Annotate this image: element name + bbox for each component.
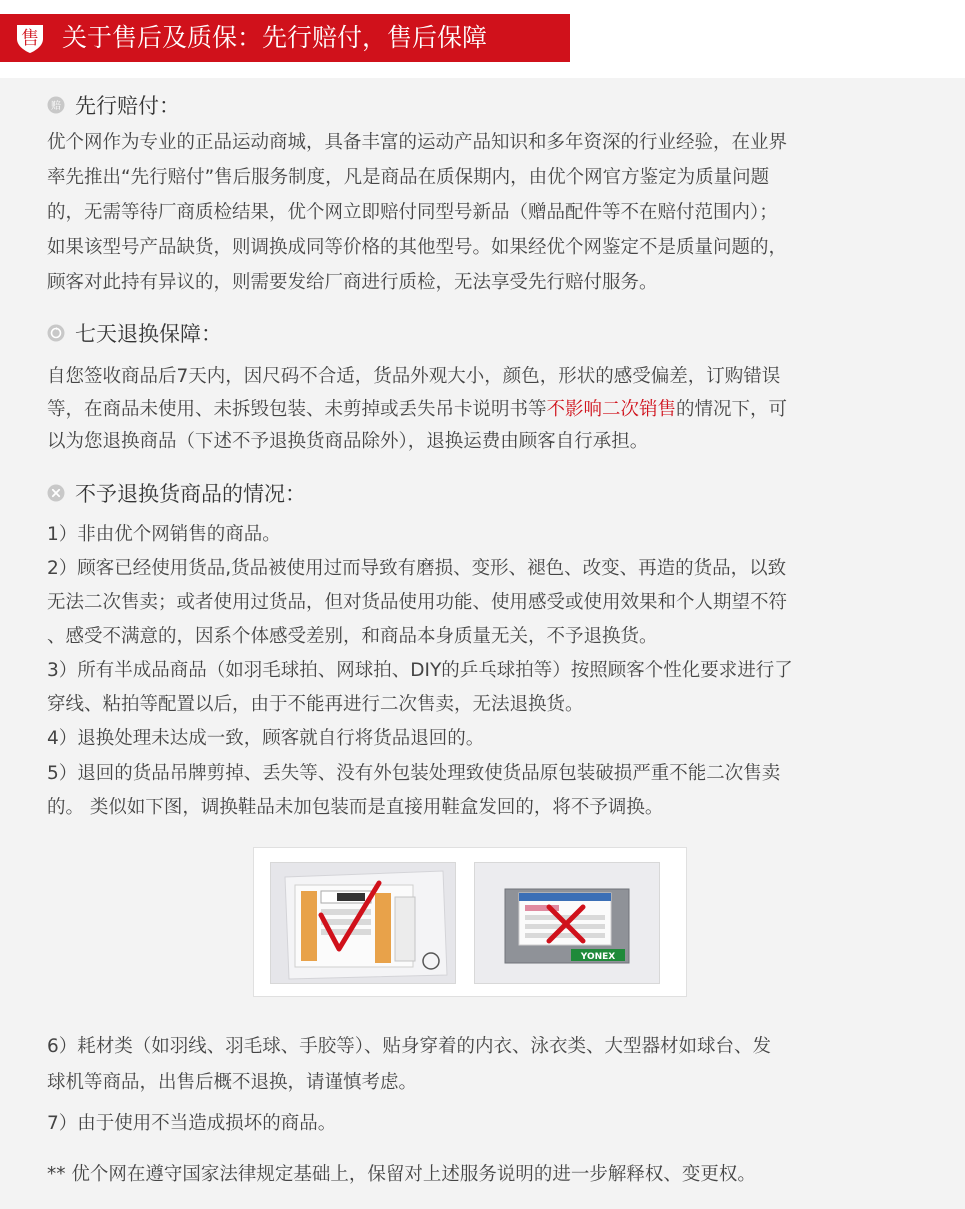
paragraph-line: 顾客对此持有异议的，则需要发给厂商进行质检，无法享受先行赔付服务。 [47,272,658,293]
photo-correct-packaging [270,862,456,984]
section-heading-text: 七天退换保障： [75,322,222,346]
section-heading-non-returnable [47,478,306,508]
list-item: 无法二次售卖；或者使用过货品，但对货品使用功能、使用感受或使用效果和个人期望不符 [47,592,788,613]
banner-bar [0,14,570,62]
paragraph-line: 优个网作为专业的正品运动商城，具备丰富的运动产品知识和多年资深的行业经验，在业界 [47,132,788,153]
text-segment: 的情况下，可 [676,399,788,420]
photo-wrong-packaging [474,862,660,984]
paragraph-line: 以为您退换商品（下述不予退换货商品除外），退换运费由顾客自行承担。 [47,431,649,452]
badge-char: 售 [21,28,39,49]
list-item: 6）耗材类（如羽线、羽毛球、手胶等）、贴身穿着的内衣、泳衣类、大型器材如球台、发 [47,1036,772,1057]
example-photos [253,847,687,997]
brand-text: YONEX [580,952,616,962]
refresh-icon [47,324,65,342]
compensation-icon [47,96,65,114]
section-heading-compensation [47,90,180,120]
header-banner [0,0,965,78]
section-heading-text: 先行赔付： [75,94,180,118]
list-item: 1）非由优个网销售的商品。 [47,524,281,545]
paragraph-line: 如果该型号产品缺货，则调换成同等价格的其他型号。如果经优个网鉴定不是质量问题的， [47,237,788,258]
paragraph-line: 的，无需等待厂商质检结果，优个网立即赔付同型号新品（赠品配件等不在赔付范围内）； [47,202,778,223]
list-item: 、感受不满意的，因系个体感受差别，和商品本身质量无关，不予退换货。 [47,626,658,647]
list-item: 球机等商品，出售后概不退换，请谨慎考虑。 [47,1072,418,1093]
section-heading-seven-day [47,318,222,348]
list-item: 2）顾客已经使用货品,货品被使用过而导致有磨损、变形、褪色、改变、再造的货品，以致 [47,558,787,579]
list-item: 5）退回的货品吊牌剪掉、丢失等、没有外包装处理致使货品原包装破损严重不能二次售卖 [47,763,781,784]
list-item: 穿线、粘拍等配置以后，由于不能再进行二次售卖，无法退换货。 [47,694,584,715]
paragraph-line: 自您签收商品后7天内，因尺码不合适，货品外观大小，颜色，形状的感受偏差，订购错误 [47,366,781,387]
page-title: 关于售后及质保：先行赔付，售后保障 [62,23,488,52]
highlight-text: 不影响二次销售 [546,399,677,420]
list-item: 7）由于使用不当造成损坏的商品。 [47,1113,337,1134]
compensation-icon-char: 赔 [51,101,61,112]
paragraph-line [47,393,907,428]
shield-icon [13,22,47,54]
list-item: 的。 类似如下图，调换鞋品未加包装而是直接用鞋盒发回的，将不予调换。 [47,797,664,818]
cross-circle-icon [47,484,65,502]
section-heading-text: 不予退换货商品的情况： [75,482,306,506]
list-item: 4）退换处理未达成一致，顾客就自行将货品退回的。 [47,728,485,749]
list-item: 3）所有半成品商品（如羽毛球拍、网球拍、DIY的乒乓球拍等）按照顾客个性化要求进行了 [47,660,793,681]
footer-note: ** 优个网在遵守国家法律规定基础上，保留对上述服务说明的进一步解释权、变更权。 [47,1164,756,1185]
text-segment: 等，在商品未使用、未拆毁包装、未剪掉或丢失吊卡说明书等 [47,399,547,420]
paragraph-line: 率先推出“先行赔付”售后服务制度，凡是商品在质保期内，由优个网官方鉴定为质量问题 [47,167,770,188]
